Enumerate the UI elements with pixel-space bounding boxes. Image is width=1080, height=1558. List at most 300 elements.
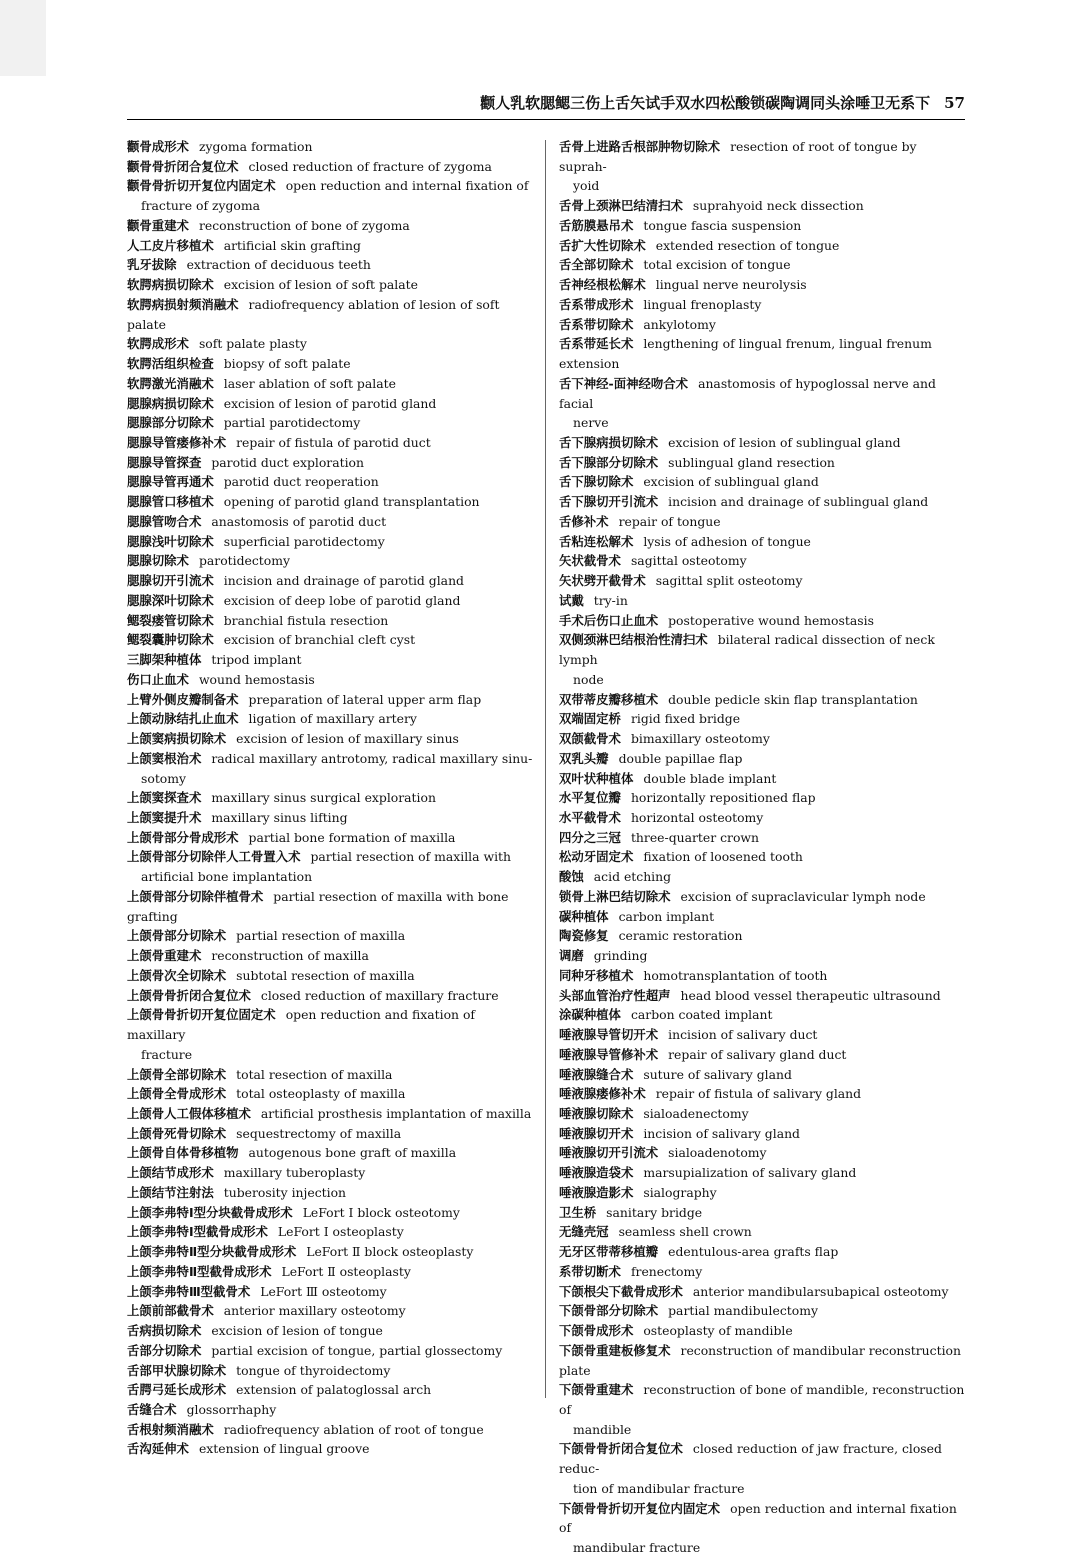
term-english: artificial prosthesis implantation of maxilla (260, 1105, 532, 1121)
glossary-entry (127, 1301, 534, 1321)
term-chinese: 舌下神经-面神经吻合术 (559, 375, 689, 391)
term-english: closed reduction of jaw fracture, closed reduc- (559, 1441, 942, 1477)
term-english: anterior maxillary osteotomy (223, 1303, 406, 1319)
glossary-entry (127, 591, 534, 611)
term-english: partial mandibulectomy (668, 1303, 818, 1319)
term-chinese: 舌系带延长术 (559, 336, 634, 352)
term-chinese: 上颌窦提升术 (127, 809, 202, 825)
page-number: 57 (944, 94, 965, 112)
glossary-entry (127, 690, 534, 710)
term-chinese: 唾液腺导管切开术 (559, 1027, 659, 1043)
term-english: lingual frenoplasty (643, 296, 762, 312)
glossary-entry (559, 690, 966, 710)
term-english: sialography (643, 1184, 717, 1200)
term-english: anastomosis of hypoglossal nerve and facial (559, 375, 936, 411)
glossary-entry (559, 828, 966, 848)
glossary-entry (127, 492, 534, 512)
glossary-entry (559, 1439, 966, 1498)
term-english: frenectomy (630, 1263, 703, 1279)
term-english: three-quarter crown (630, 829, 759, 845)
glossary-entry (559, 1341, 966, 1380)
term-chinese: 舌骨上颈淋巴结清扫术 (559, 198, 683, 214)
term-chinese: 舌系带成形术 (559, 296, 634, 312)
term-chinese: 上颌骨部分切除伴人工骨置入术 (127, 849, 301, 865)
term-chinese: 腮腺切除术 (127, 553, 189, 569)
term-chinese: 鳃裂瘘管切除术 (127, 612, 214, 628)
term-chinese: 软腭病损射频消融术 (127, 296, 239, 312)
glossary-entry (127, 433, 534, 453)
term-chinese: 试戴 (559, 592, 584, 608)
term-english: preparation of lateral upper arm flap (248, 691, 482, 707)
term-chinese: 舌缝合术 (127, 1402, 177, 1417)
term-english: incision and drainage of sublingual gland (668, 494, 929, 510)
term-english: wound hemostasis (198, 671, 315, 687)
glossary-entry (559, 749, 966, 769)
term-chinese: 软腭病损切除术 (127, 277, 214, 293)
glossary-entry (559, 709, 966, 729)
glossary-entry (559, 946, 966, 966)
term-chinese: 松动牙固定术 (559, 849, 634, 865)
glossary-entry (127, 986, 534, 1006)
glossary-entry (127, 532, 534, 552)
glossary-entry (127, 1321, 534, 1341)
term-chinese: 人工皮片移植术 (127, 237, 214, 253)
glossary-entry (559, 611, 966, 631)
term-chinese: 舌病损切除术 (127, 1323, 202, 1339)
glossary-entry (127, 808, 534, 828)
term-english: maxillary sinus lifting (211, 809, 348, 825)
term-english: extension of lingual groove (198, 1441, 370, 1457)
term-english: zygoma formation (198, 139, 313, 154)
term-chinese: 酸蚀 (559, 869, 584, 885)
term-english: LeFort Ⅱ osteoplasty (281, 1263, 411, 1279)
term-english: artificial skin grafting (223, 237, 361, 253)
glossary-entry (127, 1203, 534, 1223)
term-chinese: 腮腺管吻合术 (127, 513, 202, 529)
term-chinese: 颧骨骨折切开复位内固定术 (127, 178, 276, 194)
glossary-entry (559, 847, 966, 867)
glossary-entry (559, 472, 966, 492)
term-english: osteoplasty of mandible (643, 1323, 793, 1339)
term-english: suprahyoid neck dissection (692, 198, 864, 214)
term-chinese: 唾液腺切除术 (559, 1105, 634, 1121)
term-english: maxillary tuberoplasty (223, 1165, 366, 1181)
term-chinese: 颧骨骨折闭合复位术 (127, 158, 239, 174)
term-english: extension of palatoglossal arch (236, 1382, 432, 1398)
term-chinese: 上颌骨部分切除术 (127, 928, 227, 944)
term-chinese: 舌沟延伸术 (127, 1441, 189, 1457)
term-chinese: 同种牙移植术 (559, 967, 634, 983)
glossary-entry (559, 887, 966, 907)
term-chinese: 上颌动脉结扎止血术 (127, 711, 239, 727)
term-chinese: 无牙区带蒂移植瓣 (559, 1244, 659, 1260)
term-chinese: 腮腺浅叶切除术 (127, 533, 214, 549)
column-divider (545, 140, 546, 1398)
term-chinese: 腮腺深叶切除术 (127, 592, 214, 608)
glossary-entry (127, 1005, 534, 1064)
glossary-entry (559, 196, 966, 216)
glossary-entry (559, 1222, 966, 1242)
glossary-entry (559, 295, 966, 315)
term-chinese: 舌系带切除术 (559, 316, 634, 332)
term-english: partial resection of maxilla (236, 928, 406, 944)
term-chinese: 唾液腺瘘修补术 (559, 1086, 646, 1102)
term-english: lingual nerve neurolysis (655, 277, 807, 293)
glossary-entry (127, 847, 534, 886)
term-english: subtotal resection of maxilla (236, 967, 415, 983)
term-english-continuation: tion of mandibular fracture (573, 1480, 745, 1496)
glossary-entry (559, 216, 966, 236)
glossary-entry (559, 1104, 966, 1124)
glossary-entry (127, 1084, 534, 1104)
term-chinese: 碳种植体 (559, 908, 609, 924)
term-english: LeFort Ⅰ osteoplasty (277, 1224, 404, 1240)
header-title: 颧人乳软腮鳃三伤上舌矢试手双水四松酸锁碳陶调同头涂唾卫无系下 (480, 94, 931, 112)
glossary-entry (127, 1124, 534, 1144)
term-chinese: 上颌前部截骨术 (127, 1303, 214, 1319)
term-chinese: 舌腭弓延长成形术 (127, 1382, 227, 1398)
term-english: radiofrequency ablation of root of tongue (223, 1421, 484, 1437)
term-english-continuation: fracture (141, 1046, 193, 1062)
left-column (127, 137, 534, 1459)
glossary-entry (127, 1262, 534, 1282)
term-english: sanitary bridge (606, 1204, 703, 1220)
glossary-entry (127, 512, 534, 532)
glossary-entry (127, 966, 534, 986)
term-english-continuation: nerve (573, 415, 609, 431)
term-english: reconstruction of bone of zygoma (198, 217, 410, 233)
term-english: excision of lesion of tongue (211, 1323, 383, 1339)
term-english: soft palate plasty (198, 336, 307, 352)
term-english: repair of salivary gland duct (668, 1046, 847, 1062)
term-chinese: 下颌骨重建板修复术 (559, 1342, 671, 1358)
glossary-entry (559, 591, 966, 611)
term-english: autogenous bone graft of maxilla (248, 1145, 457, 1161)
term-english: repair of fistula of parotid duct (236, 435, 431, 451)
term-english: suture of salivary gland (643, 1066, 792, 1082)
glossary-entry (127, 394, 534, 414)
term-chinese: 头部血管治疗性超声 (559, 987, 671, 1003)
term-english: seamless shell crown (618, 1224, 752, 1240)
term-chinese: 涂碳种植体 (559, 1007, 621, 1023)
glossary-entry (127, 472, 534, 492)
glossary-entry (127, 611, 534, 631)
term-chinese: 矢状截骨术 (559, 553, 621, 569)
term-english: horizontal osteotomy (630, 809, 764, 825)
term-english: excision of supraclavicular lymph node (680, 888, 926, 904)
glossary-entry (127, 1104, 534, 1124)
term-chinese: 四分之三冠 (559, 829, 621, 845)
term-chinese: 舌神经根松解术 (559, 277, 646, 293)
term-chinese: 上颌骨全部切除术 (127, 1066, 227, 1082)
glossary-entry (559, 986, 966, 1006)
term-english: parotid duct reoperation (223, 474, 379, 490)
term-chinese: 下颌骨重建术 (559, 1382, 634, 1398)
glossary-entry (127, 630, 534, 650)
glossary-entry (559, 492, 966, 512)
term-english: total osteoplasty of maxilla (236, 1086, 406, 1102)
term-english-continuation: yoid (573, 178, 600, 194)
term-english-continuation: sotomy (141, 770, 187, 786)
term-english: double papillae flap (618, 750, 743, 766)
term-chinese: 下颌骨成形术 (559, 1323, 634, 1339)
term-english: excision of lesion of soft palate (223, 277, 418, 293)
term-english: ankylotomy (643, 316, 716, 332)
term-chinese: 舌筋膜悬吊术 (559, 217, 634, 233)
term-chinese: 唾液腺切开引流术 (559, 1145, 659, 1161)
term-chinese: 上颌骨部分骨成形术 (127, 829, 239, 845)
glossary-entry (559, 1262, 966, 1282)
term-chinese: 双乳头瓣 (559, 750, 609, 766)
term-chinese: 舌下腺切开引流术 (559, 494, 659, 510)
term-chinese: 上颌李弗特Ⅱ型截骨成形术 (127, 1263, 272, 1279)
glossary-entry (559, 1045, 966, 1065)
term-chinese: 腮腺病损切除术 (127, 395, 214, 411)
term-english: sialoadenotomy (668, 1145, 767, 1161)
term-english: excision of deep lobe of parotid gland (223, 592, 461, 608)
glossary-entry (127, 413, 534, 433)
term-chinese: 无缝壳冠 (559, 1224, 609, 1240)
term-chinese: 舌扩大性切除术 (559, 237, 646, 253)
term-english: excision of branchial cleft cyst (223, 632, 416, 648)
glossary-entry (127, 1282, 534, 1302)
term-english: bilateral radical dissection of neck lymph (559, 632, 935, 668)
glossary-entry (127, 729, 534, 749)
term-english: opening of parotid gland transplantation (223, 494, 480, 510)
term-english-continuation: node (573, 671, 604, 687)
term-chinese: 锁骨上淋巴结切除术 (559, 888, 671, 904)
term-chinese: 上颌窦探查术 (127, 790, 202, 806)
term-english: lengthening of lingual frenum, lingual frenum extension (559, 336, 932, 372)
term-english: tongue of thyroidectomy (236, 1362, 391, 1378)
glossary-entry (127, 157, 534, 177)
glossary-entry (127, 354, 534, 374)
term-chinese: 上颌骨部分切除伴植骨术 (127, 888, 264, 904)
term-english-continuation: artificial bone implantation (141, 869, 313, 885)
term-chinese: 上颌骨人工假体移植术 (127, 1105, 251, 1121)
term-chinese: 双侧颈淋巴结根治性清扫术 (559, 632, 708, 648)
glossary-entry (559, 926, 966, 946)
term-chinese: 双颌截骨术 (559, 731, 621, 747)
term-english: double pedicle skin flap transplantation (668, 691, 918, 707)
glossary-entry (559, 1380, 966, 1439)
term-english: anterior mandibularsubapical osteotomy (692, 1283, 949, 1299)
term-chinese: 舌全部切除术 (559, 257, 634, 273)
term-chinese: 唾液腺造影术 (559, 1184, 634, 1200)
term-english: sequestrectomy of maxilla (236, 1125, 402, 1141)
glossary-entry (559, 137, 966, 196)
term-english: bimaxillary osteotomy (630, 731, 770, 747)
glossary-entry (127, 275, 534, 295)
term-english: tuberosity injection (223, 1184, 347, 1200)
glossary-entry (559, 1499, 966, 1558)
glossary-entry (559, 1242, 966, 1262)
glossary-entry (127, 670, 534, 690)
term-english: tripod implant (211, 652, 302, 668)
term-chinese: 双带蒂皮瓣移植术 (559, 691, 659, 707)
term-chinese: 三脚架种植体 (127, 652, 202, 668)
term-english: excision of lesion of maxillary sinus (236, 731, 459, 747)
glossary-entry (559, 1124, 966, 1144)
glossary-entry (559, 334, 966, 373)
glossary-entry (127, 236, 534, 256)
term-chinese: 双端固定桥 (559, 711, 621, 727)
term-english: maxillary sinus surgical exploration (211, 790, 436, 806)
term-english: incision of salivary duct (668, 1027, 818, 1043)
term-chinese: 上颌骨重建术 (127, 948, 202, 964)
term-chinese: 唾液腺造袋术 (559, 1165, 634, 1181)
glossary-entry (127, 887, 534, 926)
term-chinese: 唾液腺切开术 (559, 1125, 634, 1141)
glossary-entry (559, 315, 966, 335)
glossary-entry (127, 788, 534, 808)
glossary-entry (127, 334, 534, 354)
term-english: acid etching (593, 869, 672, 885)
term-chinese: 颧骨成形术 (127, 139, 189, 154)
glossary-entry (559, 512, 966, 532)
term-english: superficial parotidectomy (223, 533, 385, 549)
term-english: reconstruction of maxilla (211, 948, 369, 964)
glossary-entry (127, 551, 534, 571)
glossary-entry (127, 255, 534, 275)
term-chinese: 腮腺切开引流术 (127, 573, 214, 589)
running-header (127, 92, 965, 116)
term-chinese: 上颌李弗特Ⅰ型分块截骨成形术 (127, 1204, 293, 1220)
term-chinese: 下颌骨骨折切开复位内固定术 (559, 1500, 721, 1516)
term-english: head blood vessel therapeutic ultrasound (680, 987, 941, 1003)
term-chinese: 颧骨重建术 (127, 217, 189, 233)
term-chinese: 腮腺导管瘘修补术 (127, 435, 227, 451)
term-chinese: 舌粘连松解术 (559, 533, 634, 549)
term-chinese: 上颌李弗特Ⅱ型分块截骨成形术 (127, 1244, 297, 1260)
term-english: parotidectomy (198, 553, 290, 569)
term-english: ligation of maxillary artery (248, 711, 417, 727)
glossary-entry (127, 828, 534, 848)
term-english: rigid fixed bridge (630, 711, 741, 727)
term-chinese: 水平复位瓣 (559, 790, 621, 806)
glossary-entry (127, 946, 534, 966)
glossary-entry (127, 176, 534, 215)
term-english: carbon implant (618, 908, 715, 924)
term-english: anastomosis of parotid duct (211, 513, 387, 529)
term-chinese: 伤口止血术 (127, 671, 189, 687)
glossary-entry (559, 1084, 966, 1104)
glossary-entry (559, 236, 966, 256)
glossary-entry (127, 709, 534, 729)
term-english: fixation of loosened tooth (643, 849, 803, 865)
term-english: open reduction and fixation of maxillary (127, 1007, 476, 1043)
glossary-entry (559, 1203, 966, 1223)
term-english: reconstruction of bone of mandible, reconstruction of (559, 1382, 965, 1417)
term-chinese: 舌根射频消融术 (127, 1421, 214, 1437)
term-chinese: 上颌骨骨折切开复位固定术 (127, 1007, 276, 1023)
term-english: incision of salivary gland (643, 1125, 800, 1141)
glossary-entry (127, 1222, 534, 1242)
term-english: radical maxillary antrotomy, radical maxillary sinu- (211, 750, 533, 766)
glossary-entry (559, 374, 966, 433)
term-english: laser ablation of soft palate (223, 375, 396, 391)
glossary-entry (127, 1065, 534, 1085)
term-chinese: 上颌李弗特Ⅰ型截骨成形术 (127, 1224, 268, 1240)
glossary-entry (559, 551, 966, 571)
glossary-entry (559, 769, 966, 789)
term-chinese: 舌部分切除术 (127, 1342, 202, 1358)
glossary-entry (127, 1380, 534, 1400)
glossary-entry (127, 1361, 534, 1381)
term-chinese: 下颌骨骨折闭合复位术 (559, 1441, 683, 1457)
term-chinese: 水平截骨术 (559, 809, 621, 825)
term-chinese: 上颌骨自体骨移植物 (127, 1145, 239, 1161)
term-english: partial excision of tongue, partial glossectomy (211, 1342, 503, 1358)
glossary-entry (559, 532, 966, 552)
term-english: LeFort Ⅱ block osteoplasty (306, 1244, 474, 1260)
glossary-entry (559, 808, 966, 828)
term-chinese: 唾液腺导管修补术 (559, 1046, 659, 1062)
term-english: carbon coated implant (630, 1007, 773, 1023)
term-english: sialoadenectomy (643, 1105, 749, 1121)
term-chinese: 软腭成形术 (127, 336, 189, 352)
term-english: tongue fascia suspension (643, 217, 802, 233)
glossary-entry (127, 1341, 534, 1361)
glossary-entry (559, 255, 966, 275)
term-chinese: 上颌骨骨折闭合复位术 (127, 987, 251, 1003)
term-english: partial resection of maxilla with bone grafting (127, 888, 509, 924)
glossary-entry (127, 295, 534, 334)
term-english: branchial fistula resection (223, 612, 389, 628)
term-english: marsupialization of salivary gland (643, 1165, 857, 1181)
glossary-entry (559, 1183, 966, 1203)
term-chinese: 软腭激光消融术 (127, 375, 214, 391)
term-chinese: 上臂外侧皮瓣制备术 (127, 691, 239, 707)
glossary-entry (559, 1282, 966, 1302)
term-english: sagittal split osteotomy (655, 573, 803, 589)
glossary-entry (127, 1143, 534, 1163)
term-english: reconstruction of mandibular reconstruction plate (559, 1342, 961, 1378)
term-english: excision of sublingual gland (643, 474, 819, 490)
glossary-entry (127, 374, 534, 394)
term-english: LeFort Ⅲ osteotomy (260, 1283, 387, 1299)
term-chinese: 乳牙拔除 (127, 257, 177, 273)
glossary-entry (127, 1420, 534, 1440)
term-chinese: 鳃裂囊肿切除术 (127, 632, 214, 648)
term-english: partial bone formation of maxilla (248, 829, 456, 845)
glossary-entry (127, 216, 534, 236)
term-english: grinding (593, 948, 648, 964)
glossary-entry (127, 1400, 534, 1420)
term-english: radiofrequency ablation of lesion of soft palate (127, 296, 500, 332)
term-english: extraction of deciduous teeth (186, 257, 371, 273)
term-chinese: 腮腺管口移植术 (127, 494, 214, 510)
term-chinese: 系带切断术 (559, 1263, 621, 1279)
term-english: closed reduction of fracture of zygoma (248, 158, 492, 174)
term-chinese: 调磨 (559, 948, 584, 964)
glossary-entry (127, 749, 534, 788)
glossary-entry (127, 453, 534, 473)
glossary-entry (559, 275, 966, 295)
right-column (559, 137, 966, 1558)
term-english: glossorrhaphy (186, 1402, 277, 1417)
glossary-entry (127, 1163, 534, 1183)
term-chinese: 陶瓷修复 (559, 928, 609, 944)
scan-corner-shade (0, 0, 46, 76)
glossary-entry (559, 966, 966, 986)
glossary-entry (559, 729, 966, 749)
term-english: resection of root of tongue by suprah- (559, 139, 917, 174)
term-english: incision and drainage of parotid gland (223, 573, 464, 589)
term-english: lysis of adhesion of tongue (643, 533, 811, 549)
glossary-entry (559, 1321, 966, 1341)
glossary-entry (559, 1301, 966, 1321)
